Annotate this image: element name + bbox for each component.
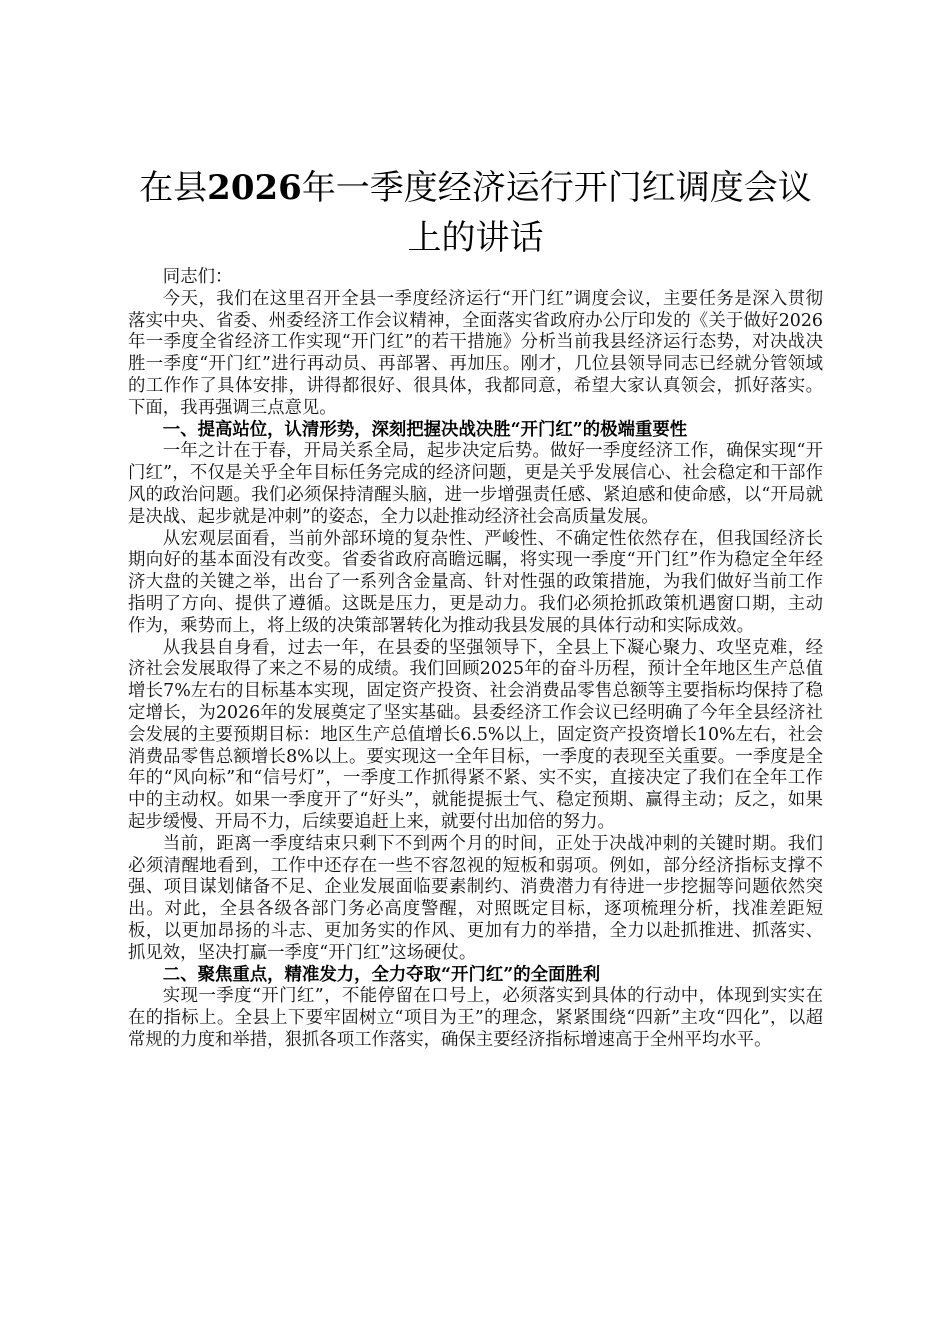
section-1-paragraph: 一年之计在于春，开局关系全局，起步决定后势。做好一季度经济工作，确保实现“开门红”，不仅是关乎全年目标任务完成的经济问题，更是关乎发展信心、社会稳定和干部作风的政治问题。我们必须保持清醒头脑，进一步增强责任感、紧迫感和使命感，以“开局就是决战、起步就是冲刺”的姿态，全力以赴推动经济社会高质量发展。 xyxy=(128,441,823,527)
document-page xyxy=(128,163,823,1052)
section-1-paragraph: 从我县自身看，过去一年，在县委的坚强领导下，全县上下凝心聚力、攻坚克难，经济社会发展取得了来之不易的成绩。我们回顾2025年的奋斗历程，预计全年地区生产总值增长7%左右的目标基本实现，固定资产投资、社会消费品零售总额等主要指标均保持了稳定增长，为2026年的发展奠定了坚实基础。县委经济工作会议已经明确了今年全县经济社会发展的主要预期目标：地区生产总值增长6.5%以上，固定资产投资增长10%左右，社会消费品零售总额增长8%以上。要实现这一全年目标，一季度的表现至关重要。一季度是全年的“风向标”和“信号灯”，一季度工作抓得紧不紧、实不实，直接决定了我们在全年工作中的主动权。如果一季度开了“好头”，就能提振士气、稳定预期、赢得主动；反之，如果起步缓慢、开局不力，后续要追赶上来，就要付出加倍的努力。 xyxy=(128,637,823,832)
intro-paragraph: 今天，我们在这里召开全县一季度经济运行“开门红”调度会议，主要任务是深入贯彻落实中央、省委、州委经济工作会议精神，全面落实省政府办公厅印发的《关于做好2026年一季度全省经济工作实现“开门红”的若干措施》分析当前我县经济运行态势，对决战决胜一季度“开门红”进行再动员、再部署、再加压。刚才，几位县领导同志已经就分管领域的工作作了具体安排，讲得都很好、很具体，我都同意，希望大家认真领会，抓好落实。下面，我再强调三点意见。 xyxy=(128,288,823,418)
section-1-heading: 一、提高站位，认清形势，深刻把握决战决胜“开门红”的极端重要性 xyxy=(162,419,688,440)
section-1-paragraph: 当前，距离一季度结束只剩下不到两个月的时间，正处于决战冲刺的关键时期。我们必须清醒地看到，工作中还存在一些不容忽视的短板和弱项。例如，部分经济指标支撑不强、项目谋划储备不足、企业发展面临要素制约、消费潜力有待进一步挖掘等问题依然突出。对此，全县各级各部门务必高度警醒，对照既定目标，逐项梳理分析，找准差距短板，以更加昂扬的斗志、更加务实的作风、更加有力的举措，全力以赴抓推进、抓落实、抓见效，坚决打赢一季度“开门红”这场硬仗。 xyxy=(128,833,823,963)
section-1-paragraph: 从宏观层面看，当前外部环境的复杂性、严峻性、不确定性依然存在，但我国经济长期向好的基本面没有改变。省委省政府高瞻远瞩，将实现一季度“开门红”作为稳定全年经济大盘的关键之举，出台了一系列含金量高、针对性强的政策措施，为我们做好当前工作指明了方向、提供了遵循。这既是压力，更是动力。我们必须抢抓政策机遇窗口期，主动作为，乘势而上，将上级的决策部署转化为推动我县发展的具体行动和实际成效。 xyxy=(128,528,823,636)
title-suffix: 年一季度经济运行开门红调度会议 xyxy=(301,168,812,208)
document-title xyxy=(128,163,823,263)
section-2-heading: 二、聚焦重点，精准发力，全力夺取“开门红”的全面胜利 xyxy=(162,964,601,985)
title-year: 2026 xyxy=(207,168,302,208)
salutation: 同志们： xyxy=(162,267,233,287)
document-body xyxy=(128,267,823,1052)
title-prefix: 在县 xyxy=(139,168,208,208)
section-2-paragraph: 实现一季度“开门红”，不能停留在口号上，必须落实到具体的行动中，体现到实实在在的指标上。全县上下要牢固树立“项目为王”的理念，紧紧围绕“四新”主攻“四化”，以超常规的力度和举措，狠抓各项工作落实，确保主要经济指标增速高于全州平均水平。 xyxy=(128,986,823,1050)
title-line-2: 上的讲话 xyxy=(407,218,544,258)
